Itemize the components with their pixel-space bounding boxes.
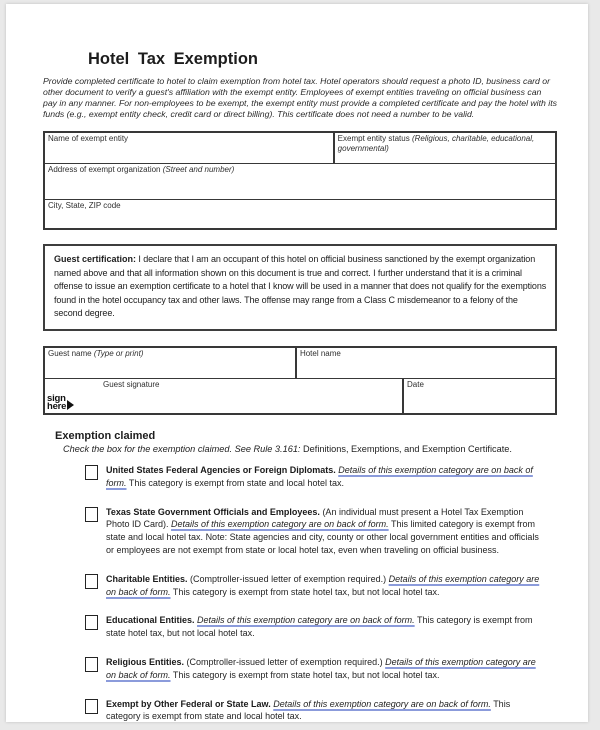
sign-here-text	[47, 392, 67, 413]
exemption-item-other-law	[85, 698, 547, 722]
field-label: Name of exempt entity	[48, 134, 129, 143]
checkbox-federal-agencies[interactable]	[85, 465, 98, 480]
table-row	[45, 200, 555, 228]
sign-here-arrow-icon	[67, 400, 74, 410]
exempt-entity-table	[43, 131, 557, 230]
exemption-item-note: (Comptroller-issued letter of exemption required.)	[190, 573, 387, 584]
sign-here-word: sign	[47, 392, 66, 404]
exemption-claimed-heading: Exemption claimed	[55, 429, 156, 442]
sign-here-word: here	[47, 401, 67, 413]
guest-certification-label: Guest certification:	[54, 254, 137, 264]
details-on-back-link[interactable]: Details of this exemption category are on back of form.	[106, 573, 540, 597]
exemption-item-title: United States Federal Agencies or Foreign Diplomats.	[106, 464, 336, 475]
checkbox-other-federal-state-law[interactable]	[85, 699, 98, 714]
exemption-item-federal	[85, 464, 547, 490]
field-label: City, State, ZIP code	[48, 201, 121, 210]
details-on-back-link[interactable]: Details of this exemption category are on back of form.	[273, 698, 491, 709]
details-on-back-link[interactable]: Details of this exemption category are on back of form.	[106, 656, 536, 680]
address-field[interactable]	[45, 164, 555, 199]
exemption-item-texas-state	[85, 506, 547, 557]
checkbox-charitable-entities[interactable]	[85, 574, 98, 589]
instruction-italic: Check the box for the exemption claimed. See Rule 3.161:	[63, 443, 301, 454]
exemption-item-desc: This category is exempt from state and local hotel tax.	[106, 698, 511, 722]
exemption-item-desc: This category is exempt from state hotel tax, but not local hotel tax.	[106, 615, 533, 639]
table-row	[45, 348, 555, 379]
exemption-item-title: Exempt by Other Federal or State Law.	[106, 698, 271, 709]
table-row	[45, 133, 555, 164]
exemption-item-religious	[85, 656, 547, 682]
exemption-item-note: (An individual must present a Hotel Tax Exemption Photo ID Card).	[106, 506, 524, 530]
city-state-zip-field[interactable]	[45, 200, 555, 228]
date-field[interactable]	[404, 379, 555, 413]
table-row	[45, 164, 555, 200]
details-on-back-link[interactable]: Details of this exemption category are on back of form.	[171, 519, 389, 530]
document-page	[6, 4, 588, 722]
field-label-hint: (Type or print)	[93, 348, 144, 358]
field-label: Guest signature	[103, 379, 160, 389]
exemption-item-desc: This category is exempt from state and local hotel tax.	[128, 477, 344, 488]
checkbox-texas-state-officials[interactable]	[85, 507, 98, 522]
guest-name-field[interactable]	[45, 348, 297, 378]
field-label-hint: (Religious, charitable, educational, governmental)	[337, 134, 535, 153]
exemption-instruction	[63, 444, 557, 454]
instruction-regular: Definitions, Exemptions, and Exemption Certificate.	[303, 443, 512, 454]
exemption-item-title: Religious Entities.	[106, 656, 185, 667]
field-label: Date	[407, 379, 424, 389]
field-label: Exempt entity status	[337, 134, 412, 143]
page-title: Hotel Tax Exemption	[88, 50, 258, 68]
details-on-back-link[interactable]: Details of this exemption category are on back of form.	[106, 464, 533, 488]
guest-signature-field[interactable]	[45, 379, 404, 413]
field-label: Address of exempt organization	[48, 165, 163, 174]
exemption-item-desc: This limited category is exempt from state and local hotel tax. Note: State agencies and city, county or other local government entities and officials or employees are not exempt from state or local hotel tax, even when traveling on official business.	[106, 519, 539, 555]
checkbox-educational-entities[interactable]	[85, 615, 98, 630]
sign-here-marker[interactable]	[47, 392, 74, 413]
table-row	[45, 379, 555, 413]
field-label: Guest name	[48, 348, 94, 358]
exemption-item-desc: This category is exempt from state hotel tax, but not local hotel tax.	[172, 669, 440, 680]
exemption-items-list	[85, 464, 547, 722]
exemption-item-note: (Comptroller-issued letter of exemption required.)	[186, 656, 383, 667]
exemption-item-desc: This category is exempt from state hotel tax, but not local hotel tax.	[172, 586, 440, 597]
document-content	[6, 50, 588, 722]
checkbox-religious-entities[interactable]	[85, 657, 98, 672]
intro-paragraph: Provide completed certificate to hotel to claim exemption from hotel tax. Hotel operators should request a photo ID, business card or other document to verify a guest's affiliation with the exempt entity. Employees of exempt entities traveling on official business can pay in any manner. For non-employees to be exempt, the exempt entity must provide a completed certificate and pay the hotel with its funds (e.g., exempt entity check, credit card or direct billing). This certificate does not need a number to be valid.	[43, 76, 557, 119]
guest-certification-text: I declare that I am an occupant of this hotel on official business sanctioned by the exempt organization named above and that all information shown on this document is true and correct. I further understand that it is a criminal offense to issue an exemption certificate to a hotel that I know will be used in a manner that does not qualify for the exemptions found in the hotel occupancy tax and other laws. The offense may range from a Class C misdemeanor to a felony of the second degree.	[54, 254, 547, 319]
field-label-hint: (Street and number)	[162, 165, 235, 174]
exemption-item-charitable	[85, 573, 547, 599]
signature-table	[43, 346, 557, 415]
exemption-item-title: Texas State Government Officials and Employees.	[106, 506, 320, 517]
exempt-entity-status-field[interactable]	[335, 133, 555, 163]
guest-certification-box	[43, 244, 557, 331]
exemption-item-title: Educational Entities.	[106, 615, 195, 626]
field-label: Hotel name	[299, 348, 341, 358]
exemption-item-title: Charitable Entities.	[106, 573, 188, 584]
exemption-item-educational	[85, 614, 547, 640]
details-on-back-link[interactable]: Details of this exemption category are on back of form.	[197, 615, 415, 626]
name-of-exempt-entity-field[interactable]	[45, 133, 335, 163]
hotel-name-field[interactable]	[297, 348, 555, 378]
